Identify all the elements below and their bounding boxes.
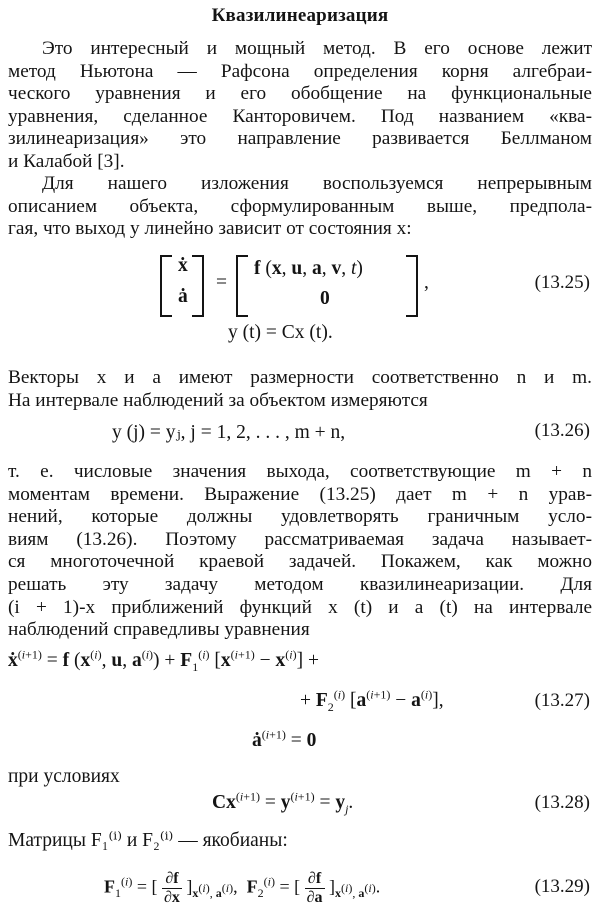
text-line: виям (13.26). Поэтому рассматриваемая задача называет- <box>8 528 592 550</box>
text-line: и Калабой [3]. <box>8 150 125 172</box>
matrix-x-dot: ẋ <box>178 255 188 276</box>
equation-13-29: $F_1^{(i)}$ = [ $\frac{\partial f}{\partial x}$ ]$_{x^{(i)}, a^{(i)}}$, $F_2^{(i)}$ = [ $\frac{\partial f}{\partial a}$ ]$_{x^{(i)}, a^{(i)}}$. <box>104 870 381 906</box>
conditions-text: при условиях <box>8 766 120 787</box>
left-bracket <box>236 255 248 317</box>
paragraph-2 <box>8 173 592 241</box>
paragraph-1 <box>8 38 592 174</box>
section-title: Квазилинеаризация <box>211 5 389 26</box>
text-line: Векторы x и a имеют размерности соответственно n и m. <box>8 367 592 388</box>
output-equation: y (t) = Cx (t). <box>228 322 333 343</box>
eq-13-27-line-2: + $F_2^{(i)}$ $[a^{(i+1)} - a^{(i)}]$, <box>300 687 444 714</box>
equation-number: (13.26) <box>534 420 590 441</box>
equals-sign: = <box>216 272 227 293</box>
text-line: уравнения, сделанное Канторовичем. Под названием «ква- <box>8 105 592 127</box>
matrix-a-dot: ȧ <box>178 286 188 307</box>
eq-13-27-line-1: ẋ$^{(i+1)}$ = f ($x^{(i)}$, u, $a^{(i)}) + F_1^{(i)}$ $[x^{(i+1)} - x^{(i)}]$ + <box>8 647 319 674</box>
jacobians-text: Матрицы F₁⁽ⁱ⁾ и F₂⁽ⁱ⁾ — якобианы: <box>8 830 288 851</box>
equation-number: (13.28) <box>534 792 590 813</box>
text-line: Для нашего изложения воспользуемся непрерывным <box>42 173 592 194</box>
comma: , <box>424 272 429 293</box>
text-line: метод Ньютона — Рафсона определения корня алгебраи- <box>8 60 592 82</box>
equation-number: (13.29) <box>534 876 590 897</box>
text-line: описанием объекта, сформулированным выше, предпола- <box>8 195 592 217</box>
eq-13-27-line-3: $ȧ^{(i+1)} = 0$ <box>252 727 317 751</box>
equation-13-26: y (j) = yⱼ, j = 1, 2, . . . , m + n, <box>112 422 346 443</box>
text-line: нений, которые должны удовлетворять граничным усло- <box>8 506 592 528</box>
equation-number: (13.27) <box>534 690 590 711</box>
rhs-zero: 0 <box>320 288 330 309</box>
text-line: Это интересный и мощный метод. В его основе лежит <box>42 38 592 59</box>
right-bracket <box>406 255 418 317</box>
text-line: решать эту задачу методом квазилинеаризации. Для <box>8 573 592 595</box>
fraction: $\frac{\partial f}{\partial x}$ <box>164 870 180 906</box>
text-line: ся многоточечной краевой задачей. Покажем, как можно <box>8 551 592 573</box>
equation-number: (13.25) <box>534 272 590 293</box>
text-line: моментам времени. Выражение (13.25) дает m + n урав- <box>8 483 592 505</box>
rhs-f-line: f (x, u, a, v, t) <box>254 258 363 279</box>
equation-13-28: $Cx^{(i+1)} = y^{(i+1)} = y_j$. <box>212 789 354 816</box>
text-line: гая, что выход y линейно зависит от состояния x: <box>8 218 412 240</box>
text-line: (i + 1)-х приближений функций x (t) и a (t) на интервале <box>8 596 592 618</box>
text-line: ческого уравнения и его обобщение на функциональные <box>8 83 592 105</box>
text-line: наблюдений справедливы уравнения <box>8 619 310 641</box>
text-line: т. е. числовые значения выхода, соответствующие m + n <box>8 461 592 482</box>
text-line: На интервале наблюдений за объектом измеряются <box>8 389 428 411</box>
paragraph-4 <box>8 461 592 642</box>
fraction: $\frac{\partial f}{\partial a}$ <box>306 870 323 906</box>
right-bracket <box>192 255 204 317</box>
left-bracket <box>160 255 172 317</box>
text-line: зилинеаризация» это направление развивается Беллманом <box>8 128 592 150</box>
paragraph-3 <box>8 367 592 412</box>
